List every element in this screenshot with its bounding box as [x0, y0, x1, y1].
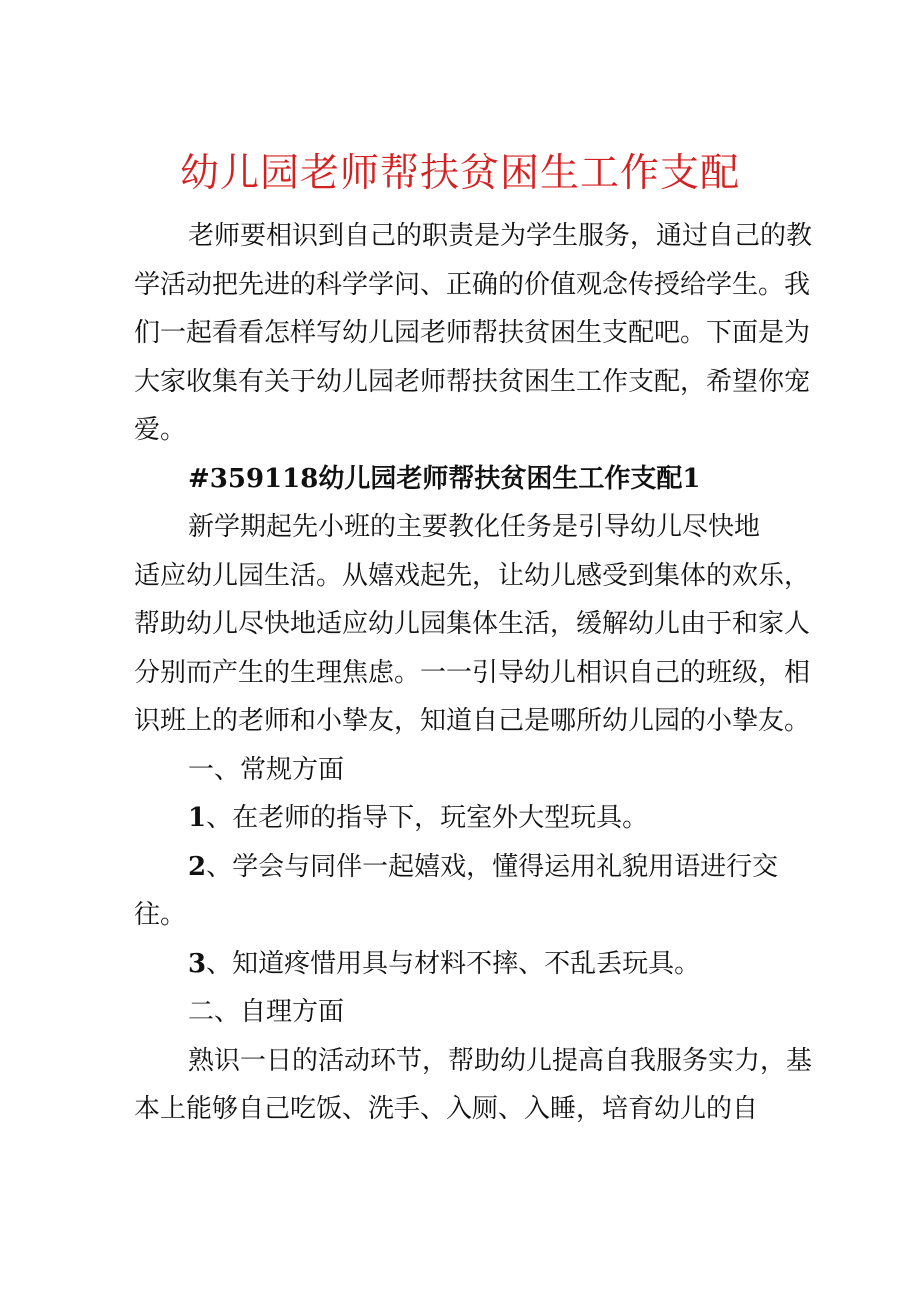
- heading-selfcare: 二、自理方面: [188, 997, 345, 1027]
- document-title: 幼儿园老师帮扶贫困生工作支配: [179, 151, 740, 196]
- routine-item: [134, 843, 824, 940]
- routine-item-text: 、知道疼惜用具与材料不摔、不乱丢玩具。: [206, 948, 701, 979]
- routine-item-text: 、在老师的指导下，玩室外大型玩具。: [206, 803, 649, 833]
- section-heading-text: #359118幼儿园老师帮扶贫困生工作支配1: [188, 463, 701, 494]
- section-paragraph-first-line: 新学期起先小班的主要教化任务是引导幼儿尽快地: [188, 512, 761, 542]
- routine-item-number: 1: [188, 803, 207, 833]
- section-heading: [134, 455, 824, 504]
- section-paragraph-continued: 适应幼儿园生活。从嬉戏起先，让幼儿感受到集体的欢乐，帮助幼儿尽快地适应幼儿园集体生活，缓解幼儿由于和家人分别而产生的生理焦虑。一一引导幼儿相识自己的班级，相识班上的老师和小挚友，知道自己是哪所幼儿园的小挚友。: [134, 560, 811, 736]
- routine-item-number: 3: [188, 948, 207, 979]
- intro-paragraph: 老师要相识到自己的职责是为学生服务，通过自己的教学活动把先进的科学学问、正确的价值观念传授给学生。我们一起看看怎样写幼儿园老师帮扶贫困生支配吧。下面是为大家收集有关于幼儿园老师帮扶贫困生工作支配，希望你宠爱。: [134, 221, 813, 445]
- heading-routine: 一、常规方面: [188, 754, 345, 785]
- routine-item-number: 2: [188, 851, 207, 882]
- document-body: [134, 212, 824, 1134]
- routine-item: [134, 794, 824, 843]
- routine-item: [134, 940, 824, 989]
- routine-item-text: 、学会与同伴一起嬉戏，懂得运用礼貌用语进行交往。: [134, 851, 779, 930]
- selfcare-paragraph: 熟识一日的活动环节，帮助幼儿提高自我服务实力，基本上能够自己吃饭、洗手、入厕、入睡，培育幼儿的自: [134, 1045, 813, 1124]
